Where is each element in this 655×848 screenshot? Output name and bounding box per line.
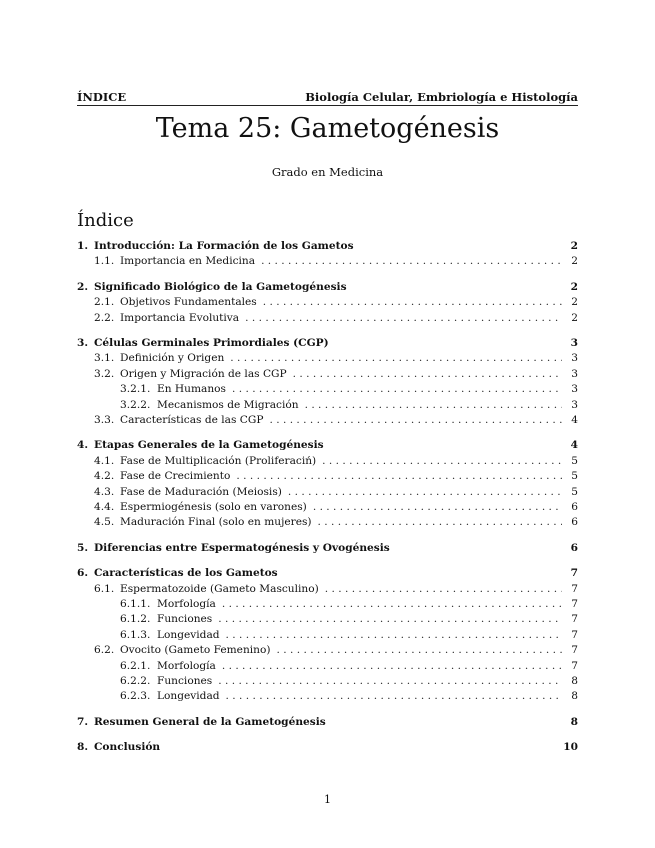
toc-entry-page: 4 [571, 414, 578, 426]
toc-dot-leader [263, 296, 562, 308]
toc-dot-leader [218, 613, 562, 625]
toc-entry-page: 3 [571, 367, 578, 380]
toc-entry-label: Importancia en Medicina [120, 255, 256, 268]
page-number: 1 [324, 793, 331, 806]
toc-entry[interactable] [77, 383, 578, 398]
toc-entry-page: 5 [571, 470, 578, 483]
toc-entry-label: Mecanismos de Migración [157, 398, 299, 411]
toc-entry[interactable] [77, 501, 578, 516]
toc-entry-number: 2.1. [94, 296, 115, 309]
toc-entry-page: 7 [571, 613, 578, 626]
toc-entry[interactable] [77, 455, 578, 470]
toc-entry-page: 7 [570, 567, 578, 580]
toc-entry-page: 6 [570, 541, 578, 554]
toc-entry[interactable] [77, 690, 578, 705]
toc-entry-page: 7 [571, 644, 578, 657]
toc-entry[interactable] [77, 598, 578, 613]
toc-entry-page: 10 [563, 741, 578, 754]
toc-entry[interactable] [77, 439, 578, 454]
toc-entry[interactable] [77, 567, 578, 582]
toc-dot-leader [230, 352, 562, 364]
toc-entry-number: 4.3. [94, 485, 115, 498]
toc-entry[interactable] [77, 583, 578, 598]
toc-entry-label: Células Germinales Primordiales (CGP) [94, 337, 329, 349]
toc-entry-page: 5 [571, 454, 578, 467]
toc-dot-leader [226, 690, 562, 702]
toc-entry-label: Maduración Final (solo en mujeres) [120, 516, 312, 529]
toc-dot-leader [218, 675, 562, 687]
toc-entry-page: 6 [571, 516, 578, 529]
toc-entry-label: Fase de Maduración (Meiosis) [120, 485, 282, 498]
toc-entry-number: 7. [77, 715, 89, 728]
toc-entry-label: Diferencias entre Espermatogénesis y Ovogénesis [94, 541, 390, 554]
toc-entry-label: Ovocito (Gameto Femenino) [120, 644, 271, 657]
toc-entry-label: Significado Biológico de la Gametogénesis [94, 280, 347, 293]
toc-entry-number: 1.1. [94, 255, 115, 268]
toc-entry-label: Objetivos Fundamentales [120, 296, 257, 309]
toc-entry-page: 7 [571, 582, 578, 595]
toc-dot-leader [226, 629, 562, 641]
toc-entry[interactable] [77, 352, 578, 367]
toc-dot-leader [318, 516, 562, 528]
toc-entry-page: 2 [571, 296, 578, 309]
toc-entry-number: 6. [77, 567, 89, 580]
toc-entry-page: 2 [571, 255, 578, 268]
toc-entry-label: Definición y Origen [120, 352, 225, 365]
toc-entry-page: 2 [571, 311, 578, 324]
toc-entry[interactable] [77, 629, 578, 644]
toc-entry[interactable] [77, 296, 578, 311]
toc-entry-number: 6.2.3. [120, 690, 151, 703]
toc-entry-label: Morfología [157, 659, 216, 672]
toc-entry-number: 6.1.3. [120, 628, 151, 641]
toc-dot-leader [325, 583, 562, 595]
toc-entry-number: 4.4. [94, 501, 115, 513]
toc-entry-page: 3 [570, 337, 578, 349]
toc-entry[interactable] [77, 255, 578, 270]
toc-entry-page: 7 [571, 598, 578, 610]
toc-dot-leader [313, 501, 562, 513]
toc-entry[interactable] [77, 312, 578, 327]
toc-entry-label: Introducción: La Formación de los Gametos [94, 240, 354, 252]
toc-entry-page: 3 [571, 352, 578, 365]
toc-dot-leader [236, 470, 562, 482]
toc-entry-number: 2. [77, 280, 89, 293]
toc-entry-number: 6.1.1. [120, 598, 151, 610]
toc-entry[interactable] [77, 399, 578, 414]
toc-entry-number: 4.2. [94, 470, 115, 483]
toc-entry[interactable] [77, 741, 578, 756]
toc-entry-number: 3.1. [94, 352, 115, 365]
toc-entry[interactable] [77, 644, 578, 659]
toc-entry-label: Fase de Crecimiento [120, 470, 231, 483]
toc-entry-number: 5. [77, 541, 89, 554]
toc-entry-label: Etapas Generales de la Gametogénesis [94, 439, 324, 452]
toc-entry-page: 2 [570, 280, 578, 293]
toc-entry-number: 6.1.2. [120, 613, 151, 626]
toc-entry-number: 3.2.2. [120, 398, 151, 411]
toc-entry-page: 7 [571, 659, 578, 672]
toc-dot-leader [293, 368, 562, 380]
toc-entry-number: 3.3. [94, 414, 115, 426]
toc-entry[interactable] [77, 470, 578, 485]
toc-entry-number: 8. [77, 741, 89, 754]
header-left: ÍNDICE [77, 90, 127, 104]
toc-entry-label: Funciones [157, 675, 213, 687]
toc-entry-label: Importancia Evolutiva [120, 311, 240, 324]
toc-entry-page: 7 [571, 628, 578, 641]
header-rule [77, 105, 578, 106]
toc-entry[interactable] [77, 486, 578, 501]
toc-entry[interactable] [77, 414, 578, 429]
toc-entry-label: Espermatozoide (Gameto Masculino) [120, 582, 319, 595]
toc-entry[interactable] [77, 716, 578, 731]
toc-entry-label: Características de los Gametos [94, 567, 278, 580]
toc-entry-label: Características de las CGP [120, 414, 264, 426]
toc-entry[interactable] [77, 675, 578, 690]
toc-dot-leader [277, 644, 562, 656]
toc-entry-number: 2.2. [94, 311, 115, 324]
toc-entry-number: 4.5. [94, 516, 115, 529]
toc-dot-leader [269, 414, 562, 426]
running-header [77, 88, 578, 104]
toc-heading: Índice [77, 210, 134, 231]
toc-entry-number: 4. [77, 439, 89, 452]
toc-dot-leader [261, 255, 562, 267]
toc-entry-page: 2 [570, 240, 578, 252]
toc-entry-label: Longevidad [157, 628, 220, 641]
toc-dot-leader [322, 455, 562, 467]
toc-dot-leader [222, 598, 562, 610]
toc-entry[interactable] [77, 660, 578, 675]
toc-entry-page: 4 [570, 439, 578, 452]
toc-entry-number: 6.2.1. [120, 659, 151, 672]
toc-entry-label: En Humanos [157, 383, 226, 396]
toc-entry-page: 5 [571, 485, 578, 498]
toc-entry-number: 3. [77, 337, 89, 349]
toc-entry[interactable] [77, 542, 578, 557]
toc-entry[interactable] [77, 240, 578, 255]
toc-entry-number: 4.1. [94, 454, 115, 467]
toc-entry-number: 3.2.1. [120, 383, 151, 396]
toc-entry-page: 8 [571, 690, 578, 703]
toc-entry-page: 8 [570, 715, 578, 728]
toc-entry-number: 6.2. [94, 644, 115, 657]
document-title: Tema 25: Gametogénesis [155, 113, 500, 144]
toc-entry-label: Resumen General de la Gametogénesis [94, 715, 326, 728]
toc-entry-label: Morfología [157, 598, 216, 610]
toc-entry-page: 3 [571, 383, 578, 396]
toc-entry[interactable] [77, 337, 578, 352]
document-subtitle: Grado en Medicina [271, 165, 384, 179]
toc-entry-label: Fase de Multiplicación (Proliferaciń) [120, 454, 317, 467]
header-right: Biología Celular, Embriología e Histología [305, 90, 578, 104]
toc-entry-label: Longevidad [157, 690, 220, 703]
toc-entry-page: 8 [571, 675, 578, 687]
toc-entry[interactable] [77, 613, 578, 628]
toc-entry-number: 6.2.2. [120, 675, 151, 687]
toc-entry[interactable] [77, 281, 578, 296]
toc-dot-leader [232, 383, 562, 395]
toc-entry-page: 3 [571, 398, 578, 411]
toc-entry[interactable] [77, 368, 578, 383]
toc-entry-label: Origen y Migración de las CGP [120, 367, 287, 380]
toc-entry-number: 3.2. [94, 367, 115, 380]
toc-entry-page: 6 [571, 501, 578, 513]
toc-entry-label: Espermiogénesis (solo en varones) [120, 501, 307, 513]
toc-entry-number: 6.1. [94, 582, 115, 595]
toc-dot-leader [222, 660, 562, 672]
toc-entry-number: 1. [77, 240, 89, 252]
toc-dot-leader [288, 486, 562, 498]
toc-dot-leader [305, 399, 562, 411]
toc-entry-label: Conclusión [94, 741, 161, 754]
toc-entry[interactable] [77, 516, 578, 531]
toc-dot-leader [245, 312, 562, 324]
toc-entry-label: Funciones [157, 613, 213, 626]
